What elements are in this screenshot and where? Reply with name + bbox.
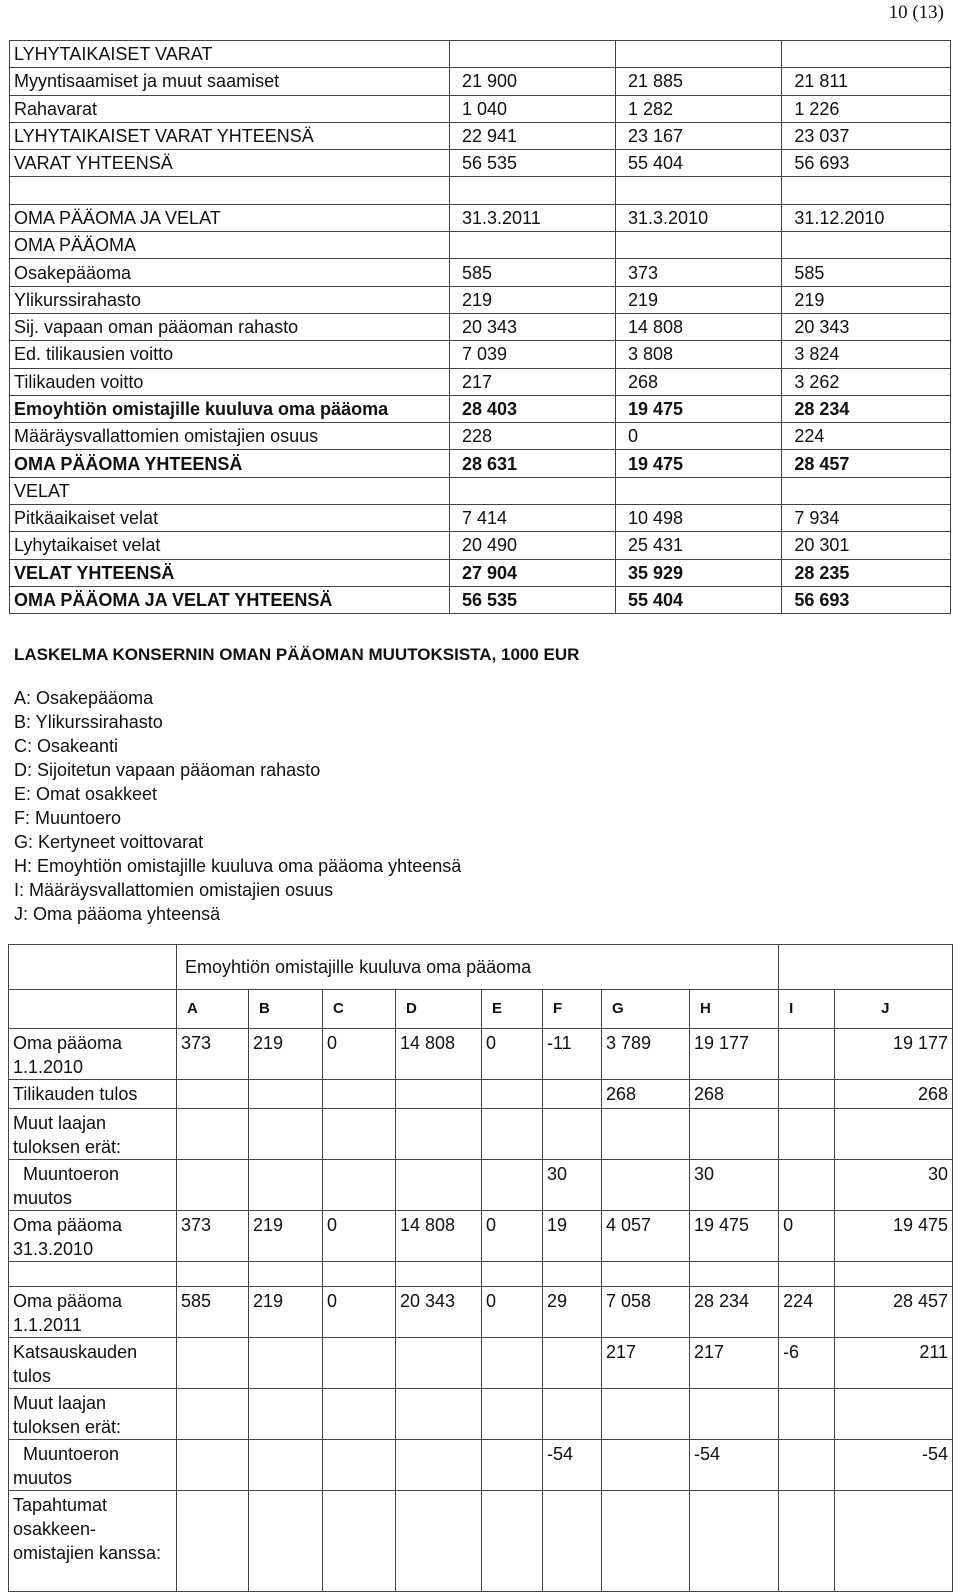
equity-cell-e: 0 <box>482 1211 543 1262</box>
equity-cell-f <box>543 1080 602 1109</box>
equity-cell-g <box>602 1109 690 1160</box>
balance-row <box>10 259 951 286</box>
equity-cell-g <box>602 1160 690 1211</box>
equity-cell-f <box>543 1338 602 1389</box>
legend-item: A: Osakepääoma <box>14 688 154 708</box>
equity-cell-f <box>543 1491 602 1592</box>
balance-value-2011-03-31: 28 403 <box>450 395 616 422</box>
balance-value-2011-03-31: 228 <box>450 423 616 450</box>
equity-row-label: Muut laajan tuloksen erät: <box>9 1389 177 1440</box>
equity-cell-b: 219 <box>249 1029 323 1080</box>
equity-cell-c <box>323 1160 396 1211</box>
equity-cell-d <box>396 1338 482 1389</box>
legend-item: H: Emoyhtiön omistajille kuuluva oma pääoma yhteensä <box>14 856 462 876</box>
equity-cell-i <box>779 1389 835 1440</box>
equity-row-label: Oma pääoma 1.1.2011 <box>9 1287 177 1338</box>
equity-row <box>9 1389 953 1440</box>
equity-cell-i: 0 <box>779 1211 835 1262</box>
balance-row <box>10 286 951 313</box>
balance-row-label: VELAT YHTEENSÄ <box>10 559 450 586</box>
equity-cell-e <box>482 1389 543 1440</box>
balance-value-2010-12-31: 28 457 <box>782 450 951 477</box>
equity-col-header: C <box>323 990 396 1029</box>
balance-value-2010-03-31: 0 <box>616 423 782 450</box>
equity-cell-g <box>602 1389 690 1440</box>
equity-cell-g: 3 789 <box>602 1029 690 1080</box>
balance-value-2011-03-31: 56 535 <box>450 150 616 177</box>
equity-spacer-row <box>9 1262 953 1287</box>
equity-cell-d <box>396 1160 482 1211</box>
column-legend <box>14 686 461 926</box>
equity-cell-b <box>249 1109 323 1160</box>
balance-value-2010-12-31: 219 <box>782 286 951 313</box>
balance-row <box>10 532 951 559</box>
equity-cell-i <box>779 1262 835 1287</box>
equity-cell-h <box>690 1109 779 1160</box>
equity-row-label: Muut laajan tuloksen erät: <box>9 1109 177 1160</box>
equity-cell-e <box>482 1440 543 1491</box>
balance-value-2010-03-31: 10 498 <box>616 505 782 532</box>
balance-value-2010-03-31: 55 404 <box>616 150 782 177</box>
equity-cell-c <box>323 1080 396 1109</box>
balance-row-label: Sij. vapaan oman pääoman rahasto <box>10 313 450 340</box>
equity-cell-e <box>482 1491 543 1592</box>
equity-col-header: E <box>482 990 543 1029</box>
equity-cell-e: 0 <box>482 1287 543 1338</box>
equity-cell-a: 373 <box>177 1211 249 1262</box>
equity-cell-c <box>323 1109 396 1160</box>
equity-cell-b <box>249 1160 323 1211</box>
equity-cell-b <box>249 1338 323 1389</box>
balance-value-2010-03-31: 25 431 <box>616 532 782 559</box>
equity-cell-a <box>177 1491 249 1592</box>
equity-cell-f: -54 <box>543 1440 602 1491</box>
equity-cell-d <box>396 1491 482 1592</box>
balance-value-2011-03-31: 7 414 <box>450 505 616 532</box>
balance-row <box>10 477 951 504</box>
equity-col-header: B <box>249 990 323 1029</box>
balance-value-2010-12-31 <box>782 232 951 259</box>
legend-item: B: Ylikurssirahasto <box>14 712 163 732</box>
balance-value-2011-03-31: 1 040 <box>450 95 616 122</box>
equity-cell-f <box>543 1109 602 1160</box>
equity-cell-i: -6 <box>779 1338 835 1389</box>
balance-value-2010-03-31: 19 475 <box>616 450 782 477</box>
equity-row <box>9 1109 953 1160</box>
balance-sheet-table <box>9 40 951 614</box>
equity-cell-d: 20 343 <box>396 1287 482 1338</box>
legend-item: D: Sijoitetun vapaan pääoman rahasto <box>14 760 321 780</box>
equity-row <box>9 1338 953 1389</box>
equity-cell-d: 14 808 <box>396 1211 482 1262</box>
balance-value-2010-03-31: 23 167 <box>616 122 782 149</box>
equity-cell-g: 7 058 <box>602 1287 690 1338</box>
equity-header-blank <box>779 945 953 990</box>
equity-cell-i: 224 <box>779 1287 835 1338</box>
page-number: 10 (13) <box>888 2 944 23</box>
equity-cell-i <box>779 1109 835 1160</box>
balance-row-label: Ylikurssirahasto <box>10 286 450 313</box>
equity-cell-d <box>396 1080 482 1109</box>
legend-item: J: Oma pääoma yhteensä <box>14 904 221 924</box>
equity-cell-a <box>177 1160 249 1211</box>
equity-cell-a <box>177 1440 249 1491</box>
legend-item: G: Kertyneet voittovarat <box>14 832 204 852</box>
balance-row-label: LYHYTAIKAISET VARAT <box>10 41 450 68</box>
equity-cell-h: 28 234 <box>690 1287 779 1338</box>
equity-cell-h: -54 <box>690 1440 779 1491</box>
equity-row <box>9 1440 953 1491</box>
equity-row-label: Oma pääoma 31.3.2010 <box>9 1211 177 1262</box>
balance-value-2010-03-31: 219 <box>616 286 782 313</box>
balance-value-2010-03-31: 31.3.2010 <box>616 204 782 231</box>
equity-cell-c <box>323 1491 396 1592</box>
equity-cell-d <box>396 1440 482 1491</box>
equity-cell-j <box>835 1389 953 1440</box>
equity-cell-a <box>177 1262 249 1287</box>
equity-cell-g <box>602 1262 690 1287</box>
equity-cell-e <box>482 1109 543 1160</box>
equity-row <box>9 1160 953 1211</box>
balance-value-2010-12-31: 28 234 <box>782 395 951 422</box>
equity-cell-b <box>249 1389 323 1440</box>
equity-cell-f: 19 <box>543 1211 602 1262</box>
balance-value-2010-03-31 <box>616 232 782 259</box>
equity-cell-c: 0 <box>323 1287 396 1338</box>
balance-value-2010-12-31: 224 <box>782 423 951 450</box>
balance-value-2010-12-31: 56 693 <box>782 586 951 613</box>
balance-value-2011-03-31 <box>450 177 616 204</box>
balance-value-2010-12-31 <box>782 41 951 68</box>
balance-row-label: OMA PÄÄOMA JA VELAT YHTEENSÄ <box>10 586 450 613</box>
equity-cell-c <box>323 1389 396 1440</box>
equity-cell-e <box>482 1262 543 1287</box>
equity-col-header: D <box>396 990 482 1029</box>
balance-row-label: Osakepääoma <box>10 259 450 286</box>
balance-row-label: OMA PÄÄOMA JA VELAT <box>10 204 450 231</box>
balance-row <box>10 395 951 422</box>
equity-col-header: H <box>690 990 779 1029</box>
equity-cell-f: 29 <box>543 1287 602 1338</box>
equity-cell-a: 373 <box>177 1029 249 1080</box>
equity-cell-f <box>543 1389 602 1440</box>
equity-col-header: G <box>602 990 690 1029</box>
equity-changes-heading: LASKELMA KONSERNIN OMAN PÄÄOMAN MUUTOKSISTA, 1000 EUR <box>14 645 580 664</box>
equity-cell-j: 30 <box>835 1160 953 1211</box>
balance-value-2010-03-31: 268 <box>616 368 782 395</box>
balance-row <box>10 232 951 259</box>
balance-value-2011-03-31: 585 <box>450 259 616 286</box>
equity-cell-a <box>177 1109 249 1160</box>
equity-cell-j: 268 <box>835 1080 953 1109</box>
balance-row <box>10 368 951 395</box>
balance-row <box>10 150 951 177</box>
equity-cell-e <box>482 1338 543 1389</box>
balance-row-label: VELAT <box>10 477 450 504</box>
equity-cell-j <box>835 1491 953 1592</box>
equity-cell-j: 19 177 <box>835 1029 953 1080</box>
balance-row <box>10 450 951 477</box>
equity-cell-b: 219 <box>249 1211 323 1262</box>
equity-cell-d <box>396 1389 482 1440</box>
balance-value-2010-03-31: 14 808 <box>616 313 782 340</box>
equity-cell-c: 0 <box>323 1029 396 1080</box>
balance-value-2011-03-31: 7 039 <box>450 341 616 368</box>
balance-row <box>10 177 951 204</box>
balance-value-2010-12-31: 585 <box>782 259 951 286</box>
equity-row-label: Tilikauden tulos <box>9 1080 177 1109</box>
equity-cell-e <box>482 1160 543 1211</box>
balance-value-2011-03-31: 21 900 <box>450 68 616 95</box>
balance-row <box>10 341 951 368</box>
balance-row <box>10 68 951 95</box>
equity-col-header: I <box>779 990 835 1029</box>
balance-row <box>10 41 951 68</box>
balance-value-2010-12-31 <box>782 177 951 204</box>
equity-cell-i <box>779 1491 835 1592</box>
equity-cell-h: 19 177 <box>690 1029 779 1080</box>
balance-row-label: LYHYTAIKAISET VARAT YHTEENSÄ <box>10 122 450 149</box>
balance-value-2010-12-31: 20 301 <box>782 532 951 559</box>
equity-col-header: F <box>543 990 602 1029</box>
balance-value-2010-12-31: 28 235 <box>782 559 951 586</box>
balance-value-2010-03-31 <box>616 41 782 68</box>
balance-value-2011-03-31: 20 343 <box>450 313 616 340</box>
balance-value-2010-03-31: 19 475 <box>616 395 782 422</box>
equity-cell-i <box>779 1160 835 1211</box>
balance-value-2010-12-31: 20 343 <box>782 313 951 340</box>
balance-value-2011-03-31: 20 490 <box>450 532 616 559</box>
equity-row <box>9 1491 953 1592</box>
legend-item: C: Osakeanti <box>14 736 119 756</box>
equity-cell-g: 4 057 <box>602 1211 690 1262</box>
legend-item: F: Muuntoero <box>14 808 122 828</box>
equity-cell-h <box>690 1491 779 1592</box>
balance-value-2010-12-31: 31.12.2010 <box>782 204 951 231</box>
balance-row-label: Pitkäaikaiset velat <box>10 505 450 532</box>
balance-value-2010-12-31: 3 824 <box>782 341 951 368</box>
balance-value-2010-03-31 <box>616 477 782 504</box>
balance-value-2010-03-31: 1 282 <box>616 95 782 122</box>
equity-cell-h: 30 <box>690 1160 779 1211</box>
balance-row <box>10 423 951 450</box>
equity-cell-a <box>177 1389 249 1440</box>
equity-cell-j: 28 457 <box>835 1287 953 1338</box>
equity-cell-d: 14 808 <box>396 1029 482 1080</box>
equity-cell-d <box>396 1262 482 1287</box>
balance-value-2010-03-31: 55 404 <box>616 586 782 613</box>
equity-cell-c: 0 <box>323 1211 396 1262</box>
equity-row-label: Muuntoeron muutos <box>9 1160 177 1211</box>
legend-item: E: Omat osakkeet <box>14 784 158 804</box>
balance-row-label: OMA PÄÄOMA YHTEENSÄ <box>10 450 450 477</box>
balance-row <box>10 122 951 149</box>
equity-col-header-blank <box>9 990 177 1029</box>
balance-value-2011-03-31: 56 535 <box>450 586 616 613</box>
equity-row-label: Oma pääoma 1.1.2010 <box>9 1029 177 1080</box>
equity-cell-i <box>779 1029 835 1080</box>
equity-row-label <box>9 1262 177 1287</box>
balance-value-2011-03-31: 217 <box>450 368 616 395</box>
balance-value-2011-03-31 <box>450 232 616 259</box>
balance-value-2010-12-31 <box>782 477 951 504</box>
equity-cell-b <box>249 1491 323 1592</box>
balance-row-label: Emoyhtiön omistajille kuuluva oma pääoma <box>10 395 450 422</box>
balance-row-label: OMA PÄÄOMA <box>10 232 450 259</box>
balance-value-2011-03-31: 27 904 <box>450 559 616 586</box>
balance-value-2011-03-31: 28 631 <box>450 450 616 477</box>
balance-row <box>10 559 951 586</box>
equity-group-header: Emoyhtiön omistajille kuuluva oma pääoma <box>177 945 779 990</box>
equity-cell-g: 217 <box>602 1338 690 1389</box>
balance-row-label: VARAT YHTEENSÄ <box>10 150 450 177</box>
equity-cell-a: 585 <box>177 1287 249 1338</box>
equity-col-header: A <box>177 990 249 1029</box>
balance-row-label: Tilikauden voitto <box>10 368 450 395</box>
balance-row <box>10 95 951 122</box>
balance-value-2010-03-31: 21 885 <box>616 68 782 95</box>
equity-row-label: Katsauskauden tulos <box>9 1338 177 1389</box>
equity-cell-b <box>249 1080 323 1109</box>
equity-cell-i <box>779 1440 835 1491</box>
balance-row-label: Myyntisaamiset ja muut saamiset <box>10 68 450 95</box>
balance-row-label: Määräysvallattomien omistajien osuus <box>10 423 450 450</box>
equity-cell-j: -54 <box>835 1440 953 1491</box>
balance-row <box>10 586 951 613</box>
equity-cell-g: 268 <box>602 1080 690 1109</box>
balance-row <box>10 505 951 532</box>
equity-col-header: J <box>835 990 953 1029</box>
equity-cell-e: 0 <box>482 1029 543 1080</box>
balance-row-label: Lyhytaikaiset velat <box>10 532 450 559</box>
balance-value-2010-12-31: 21 811 <box>782 68 951 95</box>
equity-cell-h: 217 <box>690 1338 779 1389</box>
balance-row-label: Rahavarat <box>10 95 450 122</box>
equity-cell-b <box>249 1440 323 1491</box>
equity-cell-h <box>690 1389 779 1440</box>
equity-cell-b <box>249 1262 323 1287</box>
balance-value-2010-03-31: 35 929 <box>616 559 782 586</box>
equity-cell-f <box>543 1262 602 1287</box>
balance-value-2010-12-31: 1 226 <box>782 95 951 122</box>
legend-item: I: Määräysvallattomien omistajien osuus <box>14 880 334 900</box>
equity-cell-e <box>482 1080 543 1109</box>
equity-cell-f: -11 <box>543 1029 602 1080</box>
balance-value-2011-03-31: 22 941 <box>450 122 616 149</box>
equity-row <box>9 1080 953 1109</box>
equity-cell-f: 30 <box>543 1160 602 1211</box>
equity-cell-a <box>177 1080 249 1109</box>
equity-cell-c <box>323 1262 396 1287</box>
balance-value-2011-03-31 <box>450 477 616 504</box>
equity-cell-c <box>323 1338 396 1389</box>
balance-value-2010-12-31: 56 693 <box>782 150 951 177</box>
balance-row-label: Ed. tilikausien voitto <box>10 341 450 368</box>
balance-value-2010-12-31: 3 262 <box>782 368 951 395</box>
equity-cell-a <box>177 1338 249 1389</box>
balance-value-2010-12-31: 23 037 <box>782 122 951 149</box>
equity-cell-j <box>835 1262 953 1287</box>
equity-row-label: Tapahtumat osakkeen-omistajien kanssa: <box>9 1491 177 1592</box>
equity-changes-table <box>8 944 953 1592</box>
equity-row <box>9 1287 953 1338</box>
equity-cell-b: 219 <box>249 1287 323 1338</box>
equity-cell-h: 19 475 <box>690 1211 779 1262</box>
equity-cell-j <box>835 1109 953 1160</box>
balance-value-2011-03-31: 219 <box>450 286 616 313</box>
balance-value-2011-03-31 <box>450 41 616 68</box>
balance-row-label <box>10 177 450 204</box>
equity-cell-c <box>323 1440 396 1491</box>
equity-cell-h: 268 <box>690 1080 779 1109</box>
equity-cell-h <box>690 1262 779 1287</box>
equity-cell-i <box>779 1080 835 1109</box>
equity-row-label: Muuntoeron muutos <box>9 1440 177 1491</box>
balance-value-2010-12-31: 7 934 <box>782 505 951 532</box>
equity-row <box>9 1029 953 1080</box>
equity-cell-j: 211 <box>835 1338 953 1389</box>
equity-cell-g <box>602 1440 690 1491</box>
equity-row <box>9 1211 953 1262</box>
balance-value-2010-03-31: 3 808 <box>616 341 782 368</box>
equity-cell-g <box>602 1491 690 1592</box>
balance-value-2010-03-31: 373 <box>616 259 782 286</box>
equity-header-corner <box>9 945 177 990</box>
balance-value-2010-03-31 <box>616 177 782 204</box>
equity-cell-d <box>396 1109 482 1160</box>
balance-row <box>10 204 951 231</box>
equity-cell-j: 19 475 <box>835 1211 953 1262</box>
balance-row <box>10 313 951 340</box>
balance-value-2011-03-31: 31.3.2011 <box>450 204 616 231</box>
